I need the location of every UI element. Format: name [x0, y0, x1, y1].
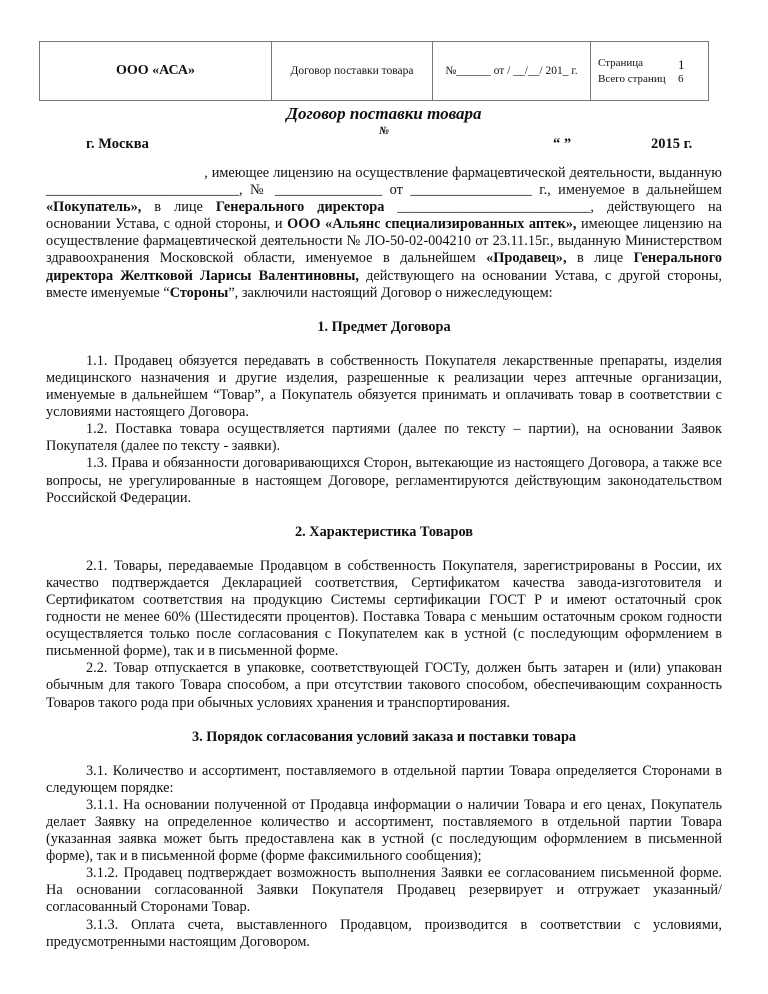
intro-segment: «Продавец»,: [486, 250, 567, 267]
city: г. Москва: [86, 136, 149, 152]
intro-segment: , имеющее лицензию на осуществление фармацевтической деятельности, выданную ___________________________, № _______________ от _________________ г., именуемое в дальнейшем: [46, 165, 726, 199]
section-paragraph: 3.1.1. На основании полученной от Продавца информации о наличии Товара и его ценах, Покупатель делает Заявку на определенное количество и ассортимент, поставляемого в отдельной партии Товара (указанная заявка может быть предоставлена как в устной (с последующим оформлением в письменной форме), так и в письменной форме (форме факсимильного сообщения);: [46, 796, 722, 865]
intro-segment: «Покупатель»,: [46, 199, 142, 216]
section-paragraph: 1.2. Поставка товара осуществляется партиями (далее по тексту – партии), на основании Заявок Покупателя (далее по тексту - заявки).: [46, 421, 722, 455]
section-heading: 2. Характеристика Товаров: [294, 523, 474, 540]
intro-segment: в лице: [566, 250, 634, 267]
doc-number: №______ от / __/__/ 201_ г.: [433, 42, 591, 100]
intro-segment: Генерального директора Желтковой Ларисы Валентиновны,: [46, 250, 726, 284]
doc-name: Договор поставки товара: [272, 42, 433, 100]
section-paragraph: 2.2. Товар отпускается в упаковке, соответствующей ГОСТу, должен быть затарен и (или) упакован обычным для такого Товара способом, а при отсутствии такового способом, обеспечивающим сохранность Товаров такого рода при обычных условиях хранения и транспортирования.: [46, 660, 722, 711]
page-value: 1: [678, 57, 685, 72]
intro-segment: Генерального директора: [215, 199, 385, 216]
document-title: Договор поставки товара: [286, 104, 482, 123]
date-quotes: “ ”: [553, 136, 572, 152]
total-label: Всего страниц: [598, 73, 666, 85]
section-paragraph: 2.1. Товары, передаваемые Продавцом в собственность Покупателя, зарегистрированы в России, их качество подтверждается Декларацией соответствия, Сертификатом качества завода-изготовителя и Сертификатом соответствия на продукцию Системы сертификации ГОСТ Р и имеют остаточный срок годности не менее 60% (Шестидесяти процентов). Поставка Товара с меньшим остаточным сроком годности осуществляется только после согласования с Покупателем как в устной (с последующим оформлением в письменной форме), так и в письменной форме.: [46, 557, 722, 660]
section-heading: 3. Порядок согласования условий заказа и поставки товара: [191, 728, 577, 745]
section-paragraph: 3.1. Количество и ассортимент, поставляемого в отдельной партии Товара определяется Сторонами в следующем порядке:: [46, 762, 722, 796]
number-sign: №: [378, 125, 390, 137]
section-heading: 1. Предмет Договора: [317, 318, 451, 335]
intro-segment: ООО «Альянс специализированных аптек»,: [287, 216, 577, 233]
header-table: [39, 41, 709, 101]
company-name: ООО «АСА»: [40, 42, 272, 100]
page-label: Страница: [598, 57, 644, 69]
intro-segment: ”, заключили настоящий Договор о нижеследующем:: [228, 284, 553, 301]
section-paragraph: 1.1. Продавец обязуется передавать в собственность Покупателя лекарственные препараты, изделия медицинского назначения и другие изделия, разрешенные к реализации через аптечные организации, именуемые в дальнейшем “Товар”, а Покупатель обязуется принимать и оплачивать товар в соответствии с условиями настоящего Договора.: [46, 352, 722, 421]
sections: [46, 319, 722, 951]
year: 2015 г.: [651, 136, 693, 152]
total-value: 6: [678, 73, 684, 85]
intro-segment: имеющее лицензию на осуществление фармацевтической деятельности № ЛО-50-02-004210 от 23.11.15г., выданную Министерством здравоохранения Московской области, именуемое в дальнейшем: [46, 216, 726, 267]
intro-segment: ___________________________, действующего на основании Устава, с одной стороны, и: [46, 199, 726, 233]
section-paragraph: 3.1.3. Оплата счета, выставленного Продавцом, производится в соответствии с условиями, предусмотренными настоящим Договором.: [46, 916, 722, 950]
intro-segment: действующего на основании Устава, с другой стороны, вместе именуемые “: [46, 267, 726, 301]
intro-paragraph: [46, 165, 726, 302]
intro-segment: Стороны: [169, 284, 229, 301]
document-body: [46, 165, 726, 951]
intro-segment: в лице: [141, 199, 216, 216]
section-paragraph: 1.3. Права и обязанности договаривающихся Сторон, вытекающие из настоящего Договора, а также все вопросы, не урегулированные в настоящем Договоре, регламентируются действующим законодательством Российской Федерации.: [46, 455, 722, 506]
section-paragraph: 3.1.2. Продавец подтверждает возможность выполнения Заявки ее согласованием письменной форме. На основании согласованной Заявки Покупателя Продавец резервирует и отгружает указанный/согласованный Сторонами Товар.: [46, 865, 722, 916]
page-info: [591, 42, 708, 100]
